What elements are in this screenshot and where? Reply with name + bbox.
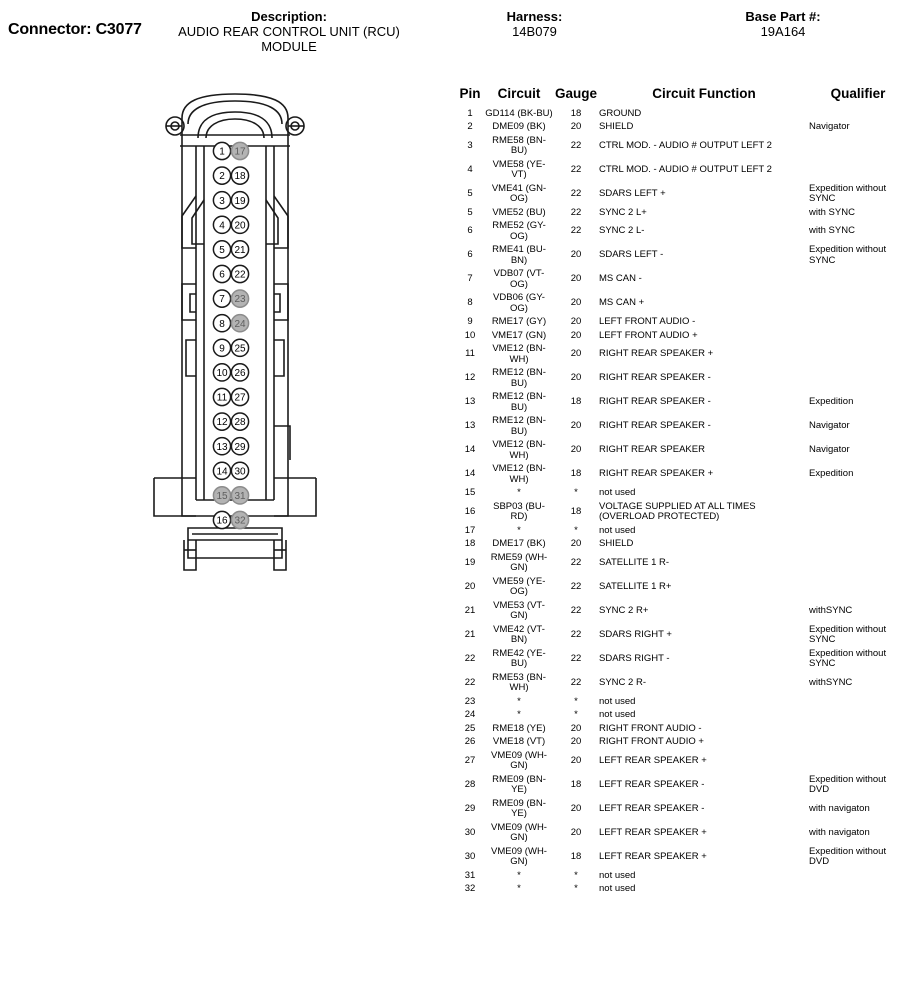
cell-gauge: 22: [570, 187, 582, 199]
cell-function: LEFT REAR SPEAKER +: [599, 754, 707, 766]
cell-qualifier: [809, 736, 907, 750]
cell-circuit: *: [517, 524, 521, 536]
cell-qualifier: Expedition: [809, 468, 854, 480]
cell-gauge: 18: [570, 778, 582, 790]
cell-pin: 30: [464, 826, 476, 838]
cell-qualifier: [809, 883, 907, 897]
cell-gauge: *: [574, 883, 578, 894]
cell-circuit: VME12 (BN-WH): [492, 439, 546, 461]
base-part-column: [670, 9, 896, 39]
cell-circuit: *: [517, 869, 521, 881]
cell-qualifier: with navigaton: [809, 826, 870, 838]
cell-qualifier: [809, 367, 907, 391]
pin-number-25: 25: [234, 343, 246, 355]
cell-circuit: VME53 (VT-GN): [493, 599, 545, 621]
cell-circuit: VDB07 (VT-OG): [493, 268, 545, 290]
cell-function: not used: [599, 695, 636, 707]
cell-gauge: 20: [570, 329, 582, 341]
cell-function: LEFT REAR SPEAKER -: [599, 802, 705, 814]
cell-gauge: *: [574, 695, 578, 707]
cell-pin: 31: [464, 869, 476, 881]
table-row: [455, 182, 907, 206]
cell-function: LEFT FRONT AUDIO +: [599, 329, 698, 341]
cell-circuit: VME52 (BU): [492, 206, 546, 218]
pin-number-2: 2: [219, 171, 225, 183]
table-row: [455, 134, 907, 158]
cell-pin: 21: [464, 604, 476, 616]
table-row: [455, 220, 907, 244]
cell-circuit: RME09 (BN-YE): [492, 797, 546, 819]
table-row: [455, 244, 907, 268]
cell-function: SDARS LEFT +: [599, 187, 666, 199]
cell-gauge: 20: [570, 736, 582, 747]
column-header-function: Circuit Function: [652, 86, 756, 101]
cell-qualifier: Expedition without SYNC: [809, 623, 887, 645]
cell-gauge: *: [574, 869, 578, 881]
pin-number-15: 15: [216, 491, 228, 502]
table-row: [455, 158, 907, 182]
cell-circuit: RME12 (BN-BU): [492, 391, 546, 413]
cell-pin: 5: [467, 206, 473, 218]
table-row: [455, 845, 907, 869]
base-part-label: Base Part #:: [745, 9, 821, 24]
pin-number-19: 19: [234, 195, 246, 207]
cell-circuit: VME12 (BN-WH): [492, 463, 546, 485]
table-row: [455, 524, 907, 538]
pin-number-17: 17: [234, 146, 246, 158]
cell-qualifier: with SYNC: [809, 206, 855, 218]
pin-number-12: 12: [216, 417, 228, 429]
cell-circuit: RME18 (YE): [492, 722, 546, 734]
cell-qualifier: [809, 538, 907, 552]
table-row: [455, 268, 907, 292]
cell-circuit: VME41 (GN-OG): [491, 182, 547, 204]
base-part-value: 19A164: [760, 24, 806, 39]
table-row: [455, 391, 907, 415]
cell-gauge: 20: [570, 802, 582, 814]
pin-number-27: 27: [234, 392, 246, 404]
pin-number-5: 5: [219, 245, 225, 256]
cell-circuit: VME18 (VT): [492, 736, 546, 747]
cell-qualifier: with SYNC: [809, 225, 855, 237]
cell-gauge: 22: [570, 628, 582, 640]
cell-circuit: RME09 (BN-YE): [492, 773, 546, 795]
cell-gauge: 18: [570, 505, 582, 517]
cell-qualifier: Navigator: [809, 444, 850, 456]
cell-pin: 23: [464, 695, 476, 707]
cell-qualifier: withSYNC: [809, 676, 853, 688]
cell-gauge: 20: [570, 121, 582, 132]
cell-qualifier: [809, 343, 907, 367]
cell-circuit: VDB06 (GY-OG): [493, 292, 545, 314]
cell-gauge: 22: [570, 139, 582, 151]
cell-qualifier: [809, 316, 907, 330]
column-header-gauge: Gauge: [554, 86, 597, 101]
cell-circuit: RME58 (BN-BU): [492, 134, 546, 156]
pin-number-20: 20: [234, 220, 246, 232]
cell-function: RIGHT FRONT AUDIO -: [599, 722, 702, 734]
table-row: [455, 709, 907, 723]
cell-qualifier: Navigator: [809, 420, 850, 432]
cell-circuit: VME09 (WH-GN): [491, 821, 547, 843]
cell-pin: 27: [464, 754, 476, 766]
table-row: [455, 107, 907, 121]
cell-circuit: VME42 (VT-BN): [493, 623, 545, 645]
harness-value: 14B079: [512, 24, 557, 39]
pin-number-28: 28: [234, 417, 246, 429]
cell-qualifier: [809, 158, 907, 182]
table-row: [455, 121, 907, 135]
pin-number-7: 7: [219, 294, 225, 306]
cell-circuit: DME17 (BK): [492, 538, 546, 549]
table-row: [455, 821, 907, 845]
cell-function: LEFT REAR SPEAKER +: [599, 850, 707, 862]
cell-pin: 4: [467, 163, 473, 175]
table-row: [455, 343, 907, 367]
cell-pin: 3: [467, 139, 473, 151]
description-column: [171, 9, 407, 54]
cell-function: SATELLITE 1 R-: [599, 556, 670, 568]
cell-function: SHIELD: [599, 538, 634, 549]
cell-function: MS CAN +: [599, 297, 645, 309]
table-row: [455, 575, 907, 599]
pin-number-3: 3: [219, 195, 225, 207]
table-row: [455, 487, 907, 501]
cell-function: GROUND: [599, 107, 642, 119]
cell-qualifier: Expedition without SYNC: [809, 244, 887, 266]
cell-circuit: *: [517, 487, 521, 498]
cell-gauge: 20: [570, 316, 582, 327]
table-row: [455, 599, 907, 623]
cell-circuit: RME52 (GY-OG): [492, 220, 546, 242]
pin-assignment-table: [455, 86, 907, 896]
cell-function: CTRL MOD. - AUDIO # OUTPUT LEFT 2: [599, 139, 772, 151]
table-row: [455, 316, 907, 330]
pin-number-1: 1: [219, 146, 225, 158]
pin-number-26: 26: [234, 368, 246, 379]
cell-circuit: *: [517, 709, 521, 720]
pin-number-9: 9: [219, 343, 225, 355]
cell-pin: 10: [464, 329, 476, 341]
cell-function: RIGHT REAR SPEAKER -: [599, 396, 711, 408]
cell-pin: 29: [464, 802, 476, 814]
pin-number-24: 24: [234, 318, 246, 330]
pin-number-30: 30: [234, 466, 246, 478]
cell-gauge: *: [574, 524, 578, 536]
cell-pin: 13: [464, 396, 476, 408]
connector-diagram: [140, 88, 330, 588]
cell-qualifier: [809, 722, 907, 736]
cell-circuit: SBP03 (BU-RD): [493, 500, 545, 522]
table-row: [455, 869, 907, 883]
cell-gauge: 22: [570, 580, 582, 592]
cell-pin: 28: [464, 778, 476, 790]
cell-function: LEFT REAR SPEAKER +: [599, 826, 707, 838]
cell-pin: 14: [464, 468, 476, 480]
cell-gauge: 18: [570, 396, 582, 408]
table-row: [455, 671, 907, 695]
cell-function: MS CAN -: [599, 273, 642, 285]
cell-qualifier: Expedition without DVD: [809, 845, 887, 867]
pin-number-32: 32: [234, 515, 246, 527]
cell-qualifier: Expedition: [809, 396, 854, 408]
cell-qualifier: Navigator: [809, 121, 850, 132]
cell-function: SDARS RIGHT -: [599, 652, 670, 664]
cell-function: SYNC 2 R+: [599, 604, 649, 616]
cell-circuit: *: [517, 695, 521, 707]
cell-qualifier: [809, 524, 907, 538]
cell-gauge: *: [574, 709, 578, 720]
cell-function: not used: [599, 883, 636, 894]
cell-pin: 8: [467, 297, 473, 309]
table-row: [455, 292, 907, 316]
cell-qualifier: [809, 292, 907, 316]
cell-qualifier: Expedition without SYNC: [809, 647, 887, 669]
cell-qualifier: Expedition without DVD: [809, 773, 887, 795]
cell-qualifier: [809, 268, 907, 292]
cell-pin: 26: [464, 736, 476, 747]
cell-qualifier: [809, 487, 907, 501]
cell-function: SDARS LEFT -: [599, 249, 664, 261]
table-row: [455, 367, 907, 391]
cell-circuit: RME12 (BN-BU): [492, 415, 546, 437]
cell-qualifier: [809, 134, 907, 158]
pin-number-16: 16: [216, 515, 228, 527]
cell-qualifier: [809, 709, 907, 723]
cell-qualifier: [809, 749, 907, 773]
table-row: [455, 538, 907, 552]
cell-pin: 9: [467, 316, 473, 327]
cell-pin: 24: [464, 709, 476, 720]
pin-number-29: 29: [234, 441, 246, 453]
cell-function: SYNC 2 R-: [599, 676, 646, 688]
harness-label: Harness:: [506, 9, 563, 24]
cell-gauge: 22: [570, 556, 582, 568]
cell-gauge: 20: [570, 273, 582, 285]
cell-circuit: VME59 (YE-OG): [492, 575, 546, 597]
cell-function: not used: [599, 869, 636, 881]
column-header-qualifier: Qualifier: [830, 86, 886, 101]
cell-circuit: RME53 (BN-WH): [492, 671, 546, 693]
pin-number-8: 8: [219, 318, 225, 330]
cell-pin: 16: [464, 505, 476, 517]
cell-pin: 14: [464, 444, 476, 456]
column-header-pin: Pin: [459, 86, 481, 101]
cell-pin: 6: [467, 249, 473, 261]
pin-number-14: 14: [216, 466, 228, 478]
cell-pin: 11: [465, 348, 475, 360]
cell-pin: 30: [464, 850, 476, 862]
cell-circuit: VME58 (YE-VT): [492, 158, 546, 180]
cell-pin: 19: [464, 556, 476, 568]
document-header: [0, 0, 907, 70]
cell-gauge: 20: [570, 754, 582, 766]
cell-function: SATELLITE 1 R+: [599, 580, 672, 592]
cell-gauge: 20: [570, 372, 582, 384]
cell-pin: 12: [464, 372, 476, 384]
cell-function: CTRL MOD. - AUDIO # OUTPUT LEFT 2: [599, 163, 772, 175]
cell-gauge: *: [574, 487, 578, 498]
cell-qualifier: [809, 500, 907, 524]
cell-pin: 15: [464, 487, 476, 498]
cell-pin: 32: [464, 883, 476, 894]
cell-pin: 18: [464, 538, 476, 549]
cell-function: RIGHT REAR SPEAKER -: [599, 372, 711, 384]
cell-qualifier: Expedition without SYNC: [809, 182, 887, 204]
table-row: [455, 883, 907, 897]
cell-circuit: DME09 (BK): [492, 121, 546, 132]
cell-qualifier: [809, 575, 907, 599]
table-row: [455, 773, 907, 797]
cell-gauge: 20: [570, 249, 582, 261]
cell-function: SYNC 2 L+: [599, 206, 647, 218]
cell-gauge: 20: [570, 348, 582, 360]
cell-gauge: 20: [570, 722, 582, 734]
table-row: [455, 206, 907, 220]
cell-function: not used: [599, 487, 636, 498]
cell-pin: 21: [464, 628, 476, 640]
cell-qualifier: with navigaton: [809, 802, 870, 814]
cell-circuit: *: [517, 883, 521, 894]
cell-pin: 25: [464, 722, 476, 734]
cell-qualifier: withSYNC: [809, 604, 853, 616]
pin-number-22: 22: [234, 269, 246, 281]
cell-circuit: VME17 (GN): [491, 329, 547, 341]
table-row: [455, 695, 907, 709]
harness-column: [449, 9, 620, 39]
pin-number-10: 10: [216, 368, 228, 379]
cell-gauge: 22: [570, 676, 582, 688]
cell-qualifier: [809, 329, 907, 343]
cell-qualifier: [809, 869, 907, 883]
cell-qualifier: [809, 695, 907, 709]
table-row: [455, 329, 907, 343]
table-header-row: [455, 86, 907, 107]
table-row: [455, 647, 907, 671]
cell-function: SHIELD: [599, 121, 634, 132]
cell-gauge: 20: [570, 538, 582, 549]
cell-pin: 13: [464, 420, 476, 432]
cell-circuit: RME41 (BU-BN): [492, 244, 546, 266]
cell-pin: 6: [467, 225, 473, 237]
cell-circuit: RME42 (YE-BU): [492, 647, 546, 669]
connector-id: Connector: C3077: [8, 21, 142, 38]
cell-function: RIGHT FRONT AUDIO +: [599, 736, 704, 747]
cell-circuit: VME12 (BN-WH): [492, 343, 546, 365]
cell-function: RIGHT REAR SPEAKER: [599, 444, 705, 456]
pin-number-13: 13: [216, 441, 228, 453]
pin-number-31: 31: [234, 491, 246, 502]
pin-number-6: 6: [219, 269, 225, 281]
cell-function: SYNC 2 L-: [599, 225, 645, 237]
cell-pin: 2: [467, 121, 473, 132]
cell-function: RIGHT REAR SPEAKER -: [599, 420, 711, 432]
column-header-circuit: Circuit: [497, 86, 541, 101]
table-row: [455, 551, 907, 575]
cell-qualifier: [809, 107, 907, 121]
table-row: [455, 415, 907, 439]
cell-gauge: 22: [570, 604, 582, 616]
cell-function: not used: [599, 524, 636, 536]
table-row: [455, 722, 907, 736]
cell-pin: 22: [464, 652, 476, 664]
pin-number-21: 21: [234, 245, 246, 256]
pin-number-23: 23: [234, 294, 246, 306]
table-row: [455, 736, 907, 750]
cell-pin: 17: [464, 524, 476, 536]
cell-gauge: 20: [570, 444, 582, 456]
table-row: [455, 463, 907, 487]
table-row: [455, 797, 907, 821]
cell-circuit: GD114 (BK-BU): [485, 107, 553, 119]
pin-number-18: 18: [234, 171, 246, 183]
table-row: [455, 623, 907, 647]
cell-gauge: 22: [570, 225, 582, 237]
cell-pin: 20: [464, 580, 476, 592]
cell-gauge: 20: [570, 420, 582, 432]
cell-gauge: 20: [570, 297, 582, 309]
cell-gauge: 18: [570, 107, 582, 119]
pin-number-4: 4: [219, 220, 225, 232]
cell-circuit: VME09 (WH-GN): [491, 845, 547, 867]
description-value: AUDIO REAR CONTROL UNIT (RCU) MODULE: [178, 24, 400, 54]
cell-pin: 22: [464, 676, 476, 688]
cell-gauge: 22: [570, 206, 582, 218]
cell-circuit: RME12 (BN-BU): [492, 367, 546, 389]
cell-gauge: 18: [570, 850, 582, 862]
cell-qualifier: [809, 551, 907, 575]
cell-function: SDARS RIGHT +: [599, 628, 672, 640]
table-row: [455, 749, 907, 773]
description-label: Description:: [251, 9, 327, 24]
cell-circuit: RME17 (GY): [491, 316, 547, 327]
cell-gauge: 22: [570, 652, 582, 664]
cell-pin: 7: [467, 273, 473, 285]
cell-function: VOLTAGE SUPPLIED AT ALL TIMES (OVERLOAD PROTECTED): [599, 500, 756, 522]
cell-pin: 5: [467, 187, 473, 199]
cell-gauge: 22: [570, 163, 582, 175]
cell-function: LEFT FRONT AUDIO -: [599, 316, 696, 327]
cell-function: LEFT REAR SPEAKER -: [599, 778, 705, 790]
cell-function: not used: [599, 709, 636, 720]
table-row: [455, 439, 907, 463]
cell-circuit: VME09 (WH-GN): [491, 749, 547, 771]
cell-gauge: 20: [570, 826, 582, 838]
cell-circuit: RME59 (WH-GN): [490, 551, 548, 573]
cell-gauge: 18: [570, 468, 582, 480]
pin-number-11: 11: [216, 392, 228, 404]
cell-pin: 1: [467, 107, 473, 119]
cell-function: RIGHT REAR SPEAKER +: [599, 348, 714, 360]
cell-function: RIGHT REAR SPEAKER +: [599, 468, 714, 480]
table-row: [455, 500, 907, 524]
